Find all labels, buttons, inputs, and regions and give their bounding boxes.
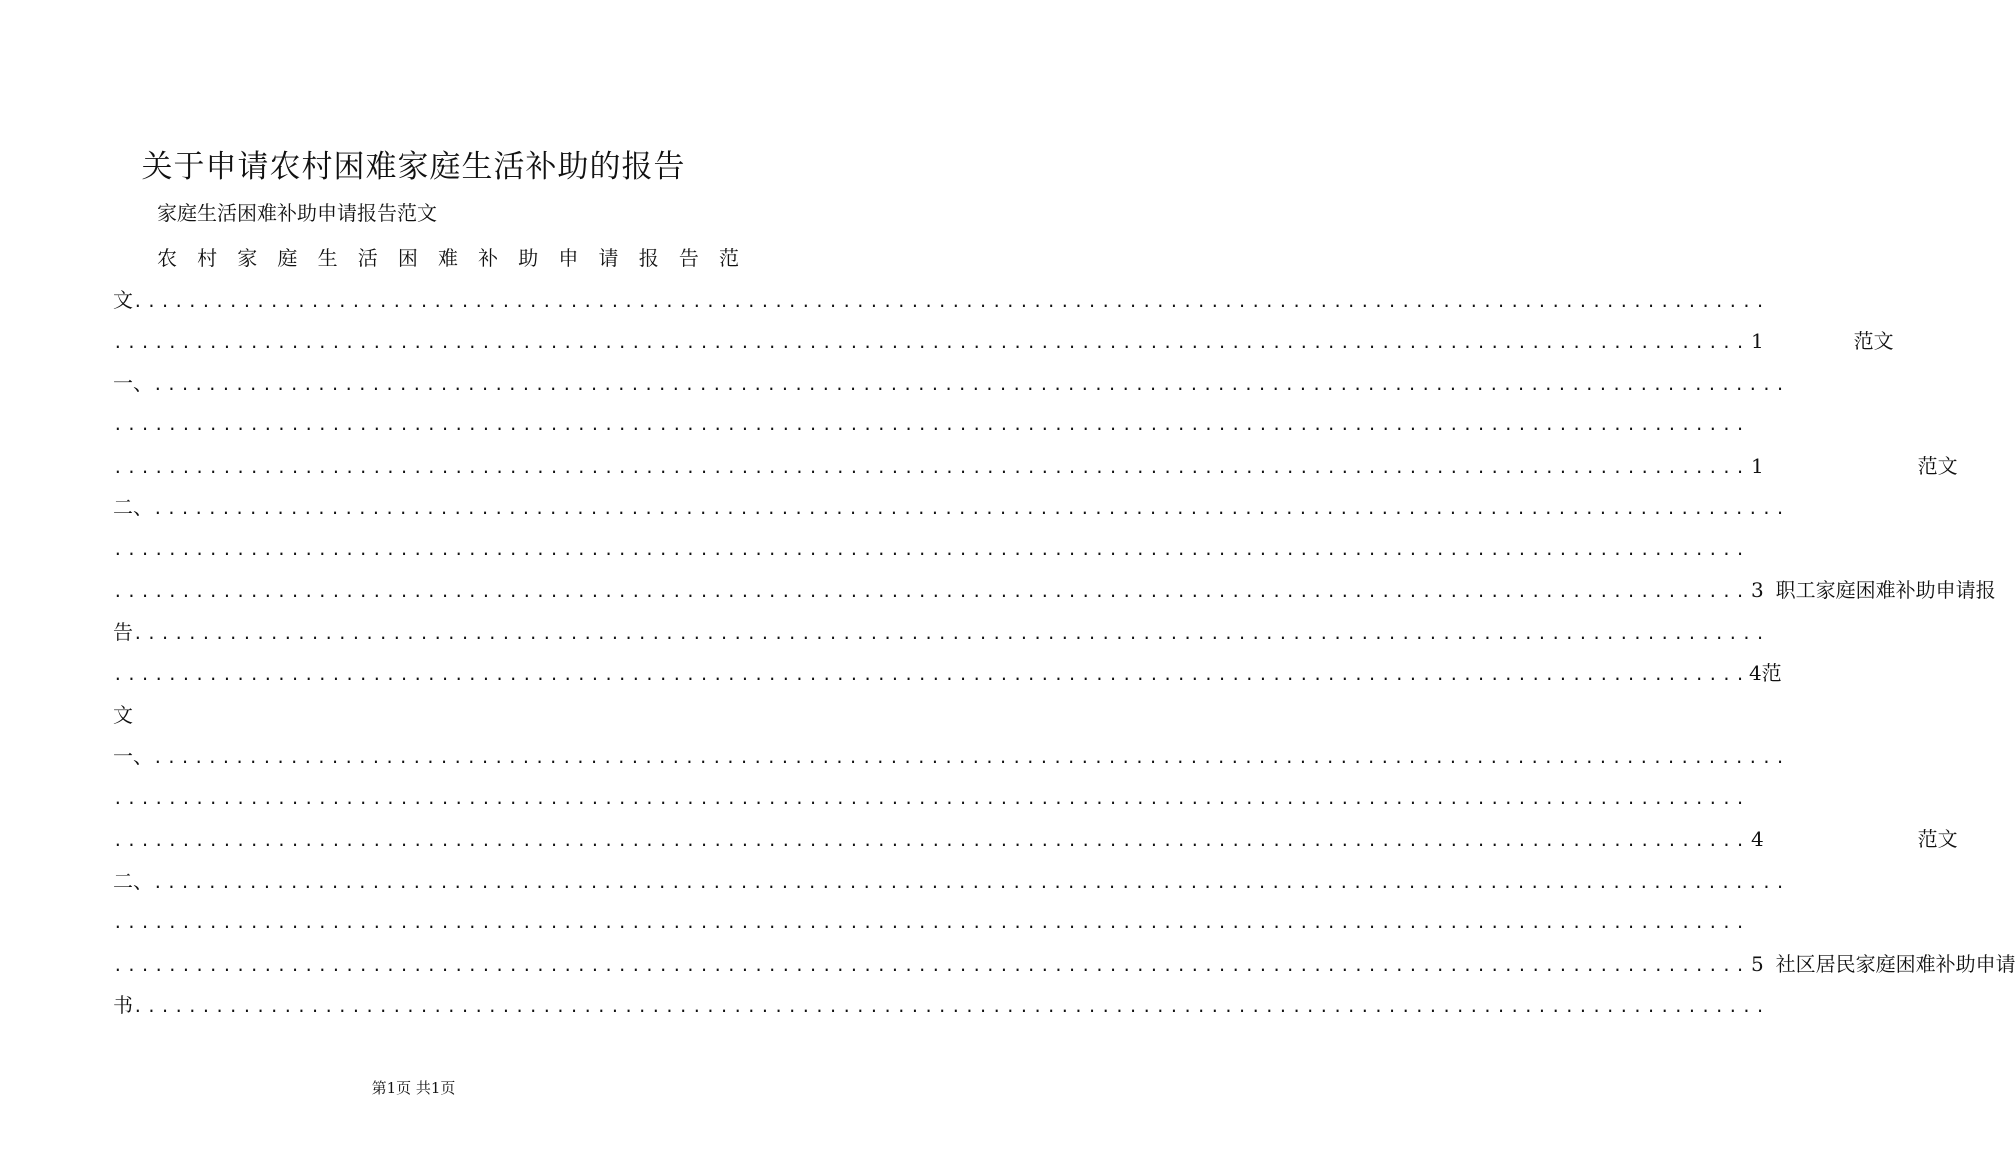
dot-leader: ........................................................................................................................ [113,539,1749,559]
dot-leader: ........................................................................................................................ [153,872,1789,892]
toc-char: 职 [1775,578,1796,602]
toc-entry-text: 文 [113,702,133,727]
toc-char: 村 [197,246,218,270]
toc-entry-text [1766,819,1958,861]
toc-word: 范 [1917,827,1938,851]
page-number: 1 [1750,453,1764,478]
toc-line-7 [113,487,1789,529]
dot-leader: ........................................................................................................................ [133,291,1769,311]
toc-char: 庭 [1875,951,1896,976]
page-number: 1 [1750,329,1764,353]
toc-char: 困 [1855,578,1876,602]
toc-word: 文 [1937,453,1958,478]
toc-char: 申 [558,246,579,270]
dot-leader: ........................................................................................................................ [153,748,1789,767]
toc-word: 范 [1917,453,1938,478]
toc-line-16 [113,861,1789,903]
toc-line-2 [113,280,1769,322]
toc-entry-start: 书 [113,993,133,1017]
dot-leader: ........................................................................................................................ [113,955,1749,975]
page-number: 5 [1750,951,1764,976]
toc-line-17 [113,902,1749,944]
toc-line-4 [113,363,1789,405]
toc-char: 社 [1775,951,1796,976]
toc-line-3 [113,321,1894,363]
toc-word: 范 [1853,329,1874,353]
toc-char: 难 [1915,951,1936,976]
toc-char: 助 [518,246,539,270]
toc-line-11 [113,653,1782,695]
toc-char: 家 [237,246,258,270]
toc-line-6 [113,446,1958,488]
toc-char: 请 [1955,578,1976,602]
toc-line-5 [113,404,1749,446]
dot-leader: ........................................................................................................................ [113,582,1749,601]
dot-leader: ........................................................................................................................ [113,457,1749,477]
toc-char: 补 [1935,951,1956,976]
toc-entry-text [1766,944,2016,986]
toc-char: 助 [1915,578,1936,602]
dot-leader: ........................................................................................................................ [113,415,1749,434]
dot-leader: ........................................................................................................................ [133,623,1769,643]
toc-char: 补 [1895,578,1916,602]
toc-line-18 [113,944,2016,986]
toc-char: 难 [437,246,458,270]
toc-word: 文 [1937,827,1958,851]
toc-char: 活 [357,246,378,270]
toc-line-14 [113,778,1749,820]
toc-entry-start: 告 [113,619,133,644]
page-footer: 第1页 共1页 [371,1079,456,1097]
toc-char: 家 [1815,578,1836,602]
toc-line-10 [113,612,1769,654]
toc-char: 庭 [1835,578,1856,602]
toc-line-13 [113,736,1789,778]
dot-leader: ........................................................................................................................ [113,788,1749,808]
toc-entry-start: 文 [113,287,133,312]
toc-word: 文 [1873,329,1894,353]
toc-char: 请 [598,246,619,270]
toc-entry-text [1766,446,1958,488]
toc-char: 报 [638,246,659,270]
table-of-contents [113,238,2016,1027]
toc-line-15 [113,819,1958,861]
dot-leader: ........................................................................................................................ [113,831,1749,850]
toc-char: 难 [1875,578,1896,602]
toc-line-19 [113,985,1769,1027]
page-number: 4 [1750,827,1764,851]
toc-char: 家 [1855,951,1876,976]
toc-char: 补 [478,246,499,270]
toc-entry-start: 二、 [113,495,153,519]
dot-leader: ........................................................................................................................ [113,665,1749,684]
dot-leader: ........................................................................................................................ [153,499,1789,518]
dot-leader: ........................................................................................................................ [113,913,1749,932]
document-title: 关于申请农村困难家庭生活补助的报告 [141,149,686,185]
toc-entry-start: 一、 [113,744,153,768]
toc-entry-start: 一、 [113,370,153,395]
toc-entry-text: 4范 [1748,661,1782,685]
dot-leader: ........................................................................................................................ [133,997,1769,1016]
toc-line-1 [113,238,739,280]
toc-char: 民 [1835,951,1856,976]
toc-char: 报 [1975,578,1996,602]
document-subtitle: 家庭生活困难补助申请报告范文 [157,201,437,225]
toc-char: 庭 [277,246,298,270]
toc-entry-start: 二、 [113,868,153,893]
page-number: 3 [1750,578,1764,602]
toc-char: 生 [317,246,338,270]
dot-leader: ........................................................................................................................ [113,333,1749,352]
toc-char: 范 [718,246,739,270]
toc-line-9 [113,570,1996,612]
toc-char: 申 [1975,951,1996,976]
toc-char: 助 [1955,951,1976,976]
toc-entry-text [1766,321,1894,363]
toc-line-8 [113,529,1749,571]
toc-char: 居 [1815,951,1836,976]
toc-line-12 [113,695,739,737]
toc-char: 区 [1795,951,1816,976]
toc-char: 困 [1895,951,1916,976]
toc-char: 农 [157,246,177,270]
toc-char: 请 [1995,951,2016,976]
dot-leader: ........................................................................................................................ [153,374,1789,394]
toc-char: 困 [397,246,418,270]
toc-char: 工 [1795,578,1816,602]
toc-char: 申 [1935,578,1956,602]
toc-char: 告 [678,246,699,270]
toc-entry-text [1766,570,1996,612]
